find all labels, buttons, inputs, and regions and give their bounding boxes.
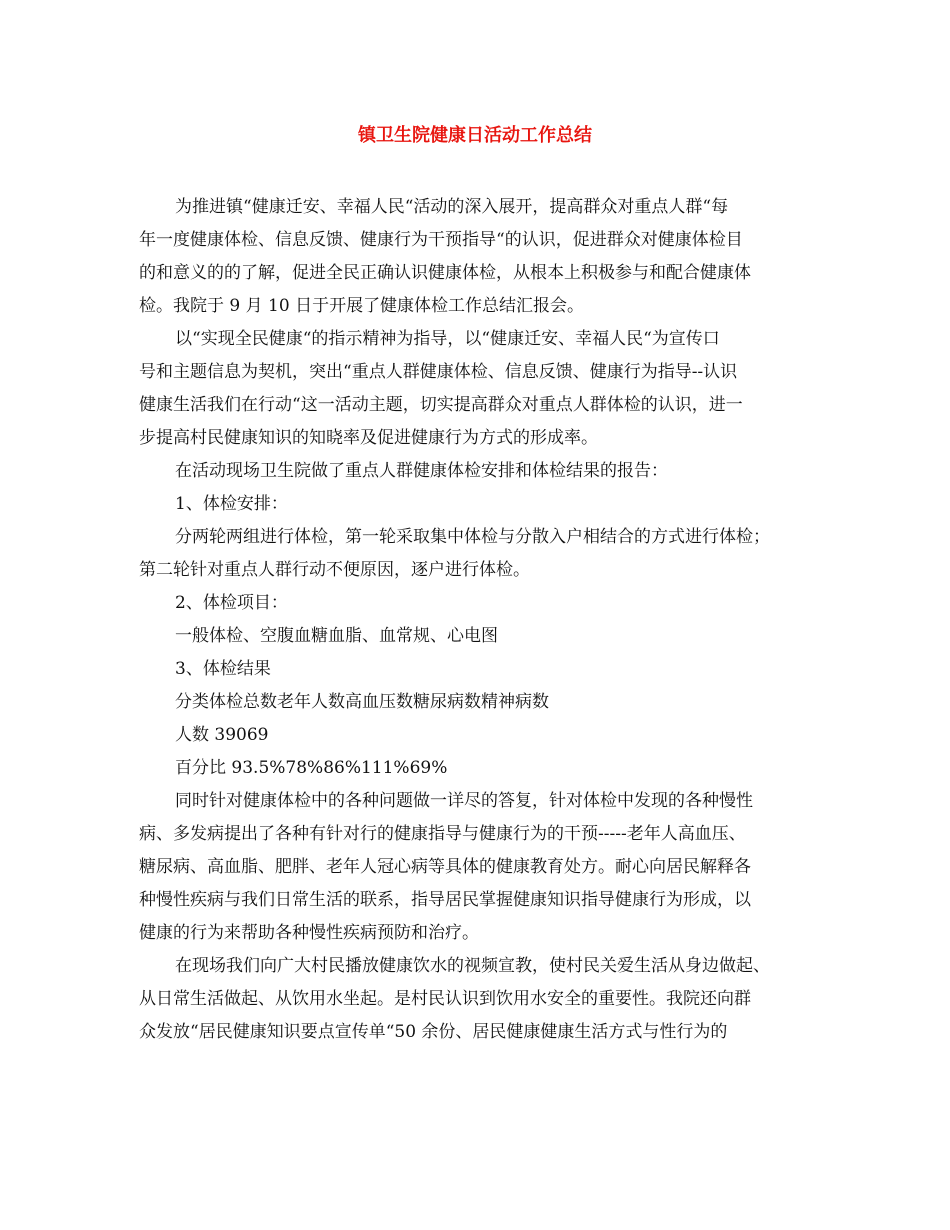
paragraph-line: 健康生活我们在行动“这一活动主题，切实提高群众对重点人群体检的认识，进一 xyxy=(139,395,743,415)
paragraph-line: 分两轮两组进行体检，第一轮采取集中体检与分散入户相结合的方式进行体检； xyxy=(175,527,770,547)
paragraph-line: 检。我院于 9 月 10 日于开展了健康体检工作总结汇报会。 xyxy=(139,296,585,316)
section-heading: 2、体检项目： xyxy=(175,593,288,613)
paragraph-line: 同时针对健康体检中的各种问题做一详尽的答复，针对体检中发现的各种慢性 xyxy=(175,791,753,811)
paragraph-line: 第二轮针对重点人群行动不便原因，逐户进行体检。 xyxy=(139,560,530,580)
section-heading: 1、体检安排： xyxy=(175,494,288,514)
paragraph-line: 在现场我们向广大村民播放健康饮水的视频宣教，使村民关爱生活从身边做起、 xyxy=(175,956,770,976)
results-header-line: 分类体检总数老年人数高血压数糖尿病数精神病数 xyxy=(175,692,549,712)
results-count-line: 人数 39069 xyxy=(175,725,269,745)
paragraph-line: 的和意义的的了解，促进全民正确认识健康体检，从根本上积极参与和配合健康体 xyxy=(139,263,751,283)
paragraph-line: 号和主题信息为契机，突出“重点人群健康体检、信息反馈、健康行为指导--认识 xyxy=(139,362,738,382)
section-heading: 3、体检结果 xyxy=(175,659,271,679)
paragraph-line: 众发放“居民健康知识要点宣传单“50 余份、居民健康健康生活方式与性行为的 xyxy=(139,1022,728,1042)
document-title: 镇卫生院健康日活动工作总结 xyxy=(358,125,592,146)
paragraph-line: 糖尿病、高血脂、肥胖、老年人冠心病等具体的健康教育处方。耐心向居民解释各 xyxy=(139,857,751,877)
paragraph-line: 年一度健康体检、信息反馈、健康行为干预指导“的认识，促进群众对健康体检目 xyxy=(139,230,743,250)
paragraph-line: 为推进镇“健康迁安、幸福人民“活动的深入展开，提高群众对重点人群“每 xyxy=(175,197,729,217)
paragraph-line: 一般体检、空腹血糖血脂、血常规、心电图 xyxy=(175,626,498,646)
paragraph-line: 病、多发病提出了各种有针对行的健康指导与健康行为的干预-----老年人高血压、 xyxy=(139,824,746,844)
paragraph-line: 以“实现全民健康“的指示精神为指导，以“健康迁安、幸福人民“为宣传口 xyxy=(175,329,720,349)
paragraph-line: 从日常生活做起、从饮用水坐起。是村民认识到饮用水安全的重要性。我院还向群 xyxy=(139,989,751,1009)
paragraph-line: 在活动现场卫生院做了重点人群健康体检安排和体检结果的报告： xyxy=(175,461,668,481)
paragraph-line: 健康的行为来帮助各种慢性疾病预防和治疗。 xyxy=(139,923,479,943)
paragraph-line: 种慢性疾病与我们日常生活的联系，指导居民掌握健康知识指导健康行为形成，以 xyxy=(139,890,751,910)
paragraph-line: 步提高村民健康知识的知晓率及促进健康行为方式的形成率。 xyxy=(139,428,598,448)
results-percent-line: 百分比 93.5%78%86%111%69% xyxy=(175,758,448,778)
